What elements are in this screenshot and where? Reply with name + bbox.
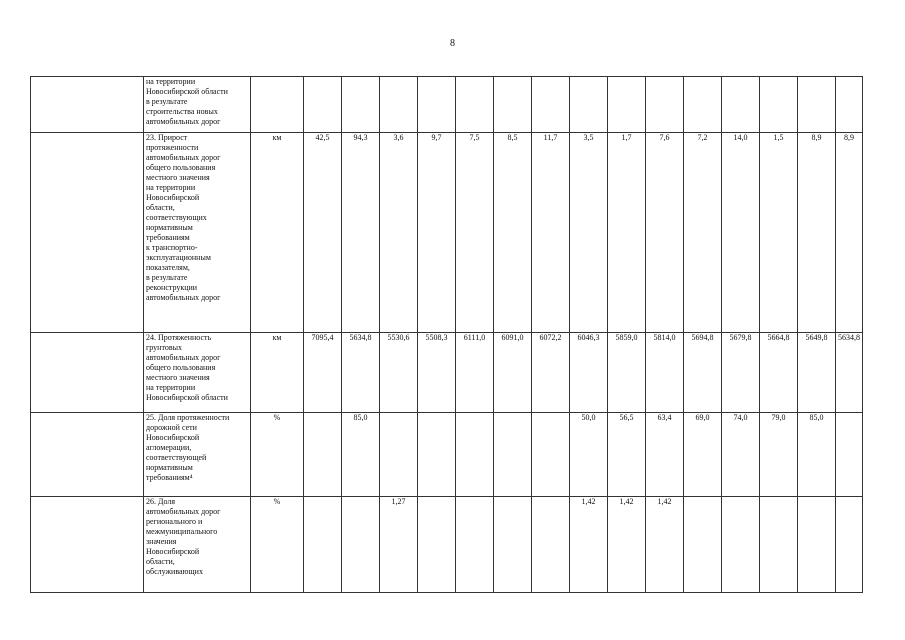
value-cell: [722, 497, 760, 593]
value-cell: [646, 77, 684, 133]
value-cell: [418, 497, 456, 593]
value-cell: 5508,3: [418, 333, 456, 413]
indicator-line: Новосибирской области: [146, 87, 228, 96]
indicator-line: 25. Доля протяженности: [146, 413, 230, 422]
value-cell: 1,27: [380, 497, 418, 593]
indicator-line: 23. Прирост: [146, 133, 188, 142]
indicator-line: соответствующих: [146, 213, 207, 222]
value-cell: [722, 77, 760, 133]
indicator-line: в результате: [146, 273, 188, 282]
value-cell: 6046,3: [570, 333, 608, 413]
page-number: 8: [450, 38, 455, 49]
row-number-cell: [31, 333, 144, 413]
value-cell: 5649,8: [798, 333, 836, 413]
indicator-line: дорожной сети: [146, 423, 197, 432]
indicator-line: соответствующей: [146, 453, 207, 462]
value-cell: [456, 413, 494, 497]
value-cell: [456, 497, 494, 593]
indicator-cell: [144, 333, 251, 413]
indicator-line: обслуживающих: [146, 567, 203, 576]
table-row: [31, 333, 863, 413]
table-row: [31, 77, 863, 133]
value-cell: [532, 497, 570, 593]
value-cell: [836, 413, 863, 497]
value-cell: [494, 77, 532, 133]
indicator-line: протяженности: [146, 143, 199, 152]
indicator-cell: [144, 413, 251, 497]
value-cell: 74,0: [722, 413, 760, 497]
value-cell: 8,5: [494, 133, 532, 333]
row-number-cell: [31, 497, 144, 593]
value-cell: 7,6: [646, 133, 684, 333]
value-cell: [380, 413, 418, 497]
value-cell: 3,6: [380, 133, 418, 333]
value-cell: 5634,8: [342, 333, 380, 413]
indicator-line: реконструкции: [146, 283, 198, 292]
indicator-line: нормативным: [146, 223, 193, 232]
unit-cell: %: [251, 497, 304, 593]
indicator-cell: [144, 133, 251, 333]
value-cell: [418, 77, 456, 133]
value-cell: [570, 77, 608, 133]
indicator-line: грунтовых: [146, 343, 182, 352]
unit-cell: %: [251, 413, 304, 497]
value-cell: 5530,6: [380, 333, 418, 413]
value-cell: 5814,0: [646, 333, 684, 413]
value-cell: [684, 77, 722, 133]
indicators-table: [30, 76, 863, 593]
value-cell: [836, 497, 863, 593]
unit-cell: км: [251, 133, 304, 333]
unit-cell: км: [251, 333, 304, 413]
indicator-line: Новосибирской: [146, 433, 200, 442]
value-cell: 6091,0: [494, 333, 532, 413]
value-cell: 56,5: [608, 413, 646, 497]
value-cell: [798, 497, 836, 593]
indicator-line: общего пользования: [146, 163, 216, 172]
indicator-line: на территории: [146, 383, 196, 392]
value-cell: 3,5: [570, 133, 608, 333]
value-cell: 94,3: [342, 133, 380, 333]
value-cell: 1,42: [646, 497, 684, 593]
value-cell: [304, 497, 342, 593]
indicator-line: эксплуатационным: [146, 253, 211, 262]
value-cell: [760, 497, 798, 593]
value-cell: 7,5: [456, 133, 494, 333]
value-cell: 63,4: [646, 413, 684, 497]
value-cell: [532, 413, 570, 497]
value-cell: [494, 497, 532, 593]
indicator-cell: [144, 77, 251, 133]
indicator-line: требованиям⁴: [146, 473, 193, 482]
unit-cell: [251, 77, 304, 133]
value-cell: [532, 77, 570, 133]
indicator-line: автомобильных дорог: [146, 353, 221, 362]
indicator-line: значения: [146, 537, 177, 546]
value-cell: 85,0: [342, 413, 380, 497]
indicator-line: 24. Протяженность: [146, 333, 212, 342]
value-cell: [456, 77, 494, 133]
value-cell: 1,42: [570, 497, 608, 593]
value-cell: 8,9: [798, 133, 836, 333]
indicator-line: требованиям: [146, 233, 190, 242]
row-number-cell: [31, 77, 144, 133]
value-cell: [342, 77, 380, 133]
value-cell: 9,7: [418, 133, 456, 333]
value-cell: [304, 413, 342, 497]
indicator-line: в результате: [146, 97, 188, 106]
indicator-line: агломерации,: [146, 443, 192, 452]
indicator-cell: [144, 497, 251, 593]
value-cell: 8,9: [836, 133, 863, 333]
value-cell: 6072,2: [532, 333, 570, 413]
value-cell: 50,0: [570, 413, 608, 497]
value-cell: 5664,8: [760, 333, 798, 413]
indicator-line: на территории: [146, 77, 196, 86]
value-cell: 14,0: [722, 133, 760, 333]
value-cell: 5679,8: [722, 333, 760, 413]
value-cell: 6111,0: [456, 333, 494, 413]
value-cell: 85,0: [798, 413, 836, 497]
row-number-cell: [31, 133, 144, 333]
table-row: [31, 497, 863, 593]
value-cell: 69,0: [684, 413, 722, 497]
value-cell: 5634,8: [836, 333, 863, 413]
table-row: [31, 413, 863, 497]
indicator-line: области,: [146, 557, 175, 566]
indicator-line: общего пользования: [146, 363, 216, 372]
value-cell: 7,2: [684, 133, 722, 333]
indicator-line: местного значения: [146, 173, 210, 182]
value-cell: 7095,4: [304, 333, 342, 413]
indicator-line: Новосибирской: [146, 193, 200, 202]
value-cell: 5694,8: [684, 333, 722, 413]
value-cell: [342, 497, 380, 593]
indicator-line: автомобильных дорог: [146, 153, 221, 162]
indicator-line: 26. Доля: [146, 497, 176, 506]
value-cell: 1,7: [608, 133, 646, 333]
indicator-line: нормативным: [146, 463, 193, 472]
value-cell: 79,0: [760, 413, 798, 497]
value-cell: [418, 413, 456, 497]
indicator-line: на территории: [146, 183, 196, 192]
indicator-line: области,: [146, 203, 175, 212]
indicator-line: автомобильных дорог: [146, 117, 221, 126]
indicator-line: местного значения: [146, 373, 210, 382]
row-number-cell: [31, 413, 144, 497]
indicator-line: Новосибирской: [146, 547, 200, 556]
indicator-line: межмуниципального: [146, 527, 218, 536]
value-cell: [684, 497, 722, 593]
value-cell: 5859,0: [608, 333, 646, 413]
value-cell: [798, 77, 836, 133]
indicator-line: регионального и: [146, 517, 203, 526]
value-cell: [304, 77, 342, 133]
table-row: [31, 133, 863, 333]
value-cell: [608, 77, 646, 133]
indicator-line: автомобильных дорог: [146, 293, 221, 302]
indicator-line: к транспортно-: [146, 243, 198, 252]
indicator-line: автомобильных дорог: [146, 507, 221, 516]
value-cell: 1,5: [760, 133, 798, 333]
value-cell: [380, 77, 418, 133]
value-cell: [760, 77, 798, 133]
value-cell: 11,7: [532, 133, 570, 333]
value-cell: [836, 77, 863, 133]
value-cell: 42,5: [304, 133, 342, 333]
value-cell: 1,42: [608, 497, 646, 593]
indicator-line: показателям,: [146, 263, 190, 272]
indicator-line: строительства новых: [146, 107, 218, 116]
indicator-line: Новосибирской области: [146, 393, 228, 402]
value-cell: [494, 413, 532, 497]
